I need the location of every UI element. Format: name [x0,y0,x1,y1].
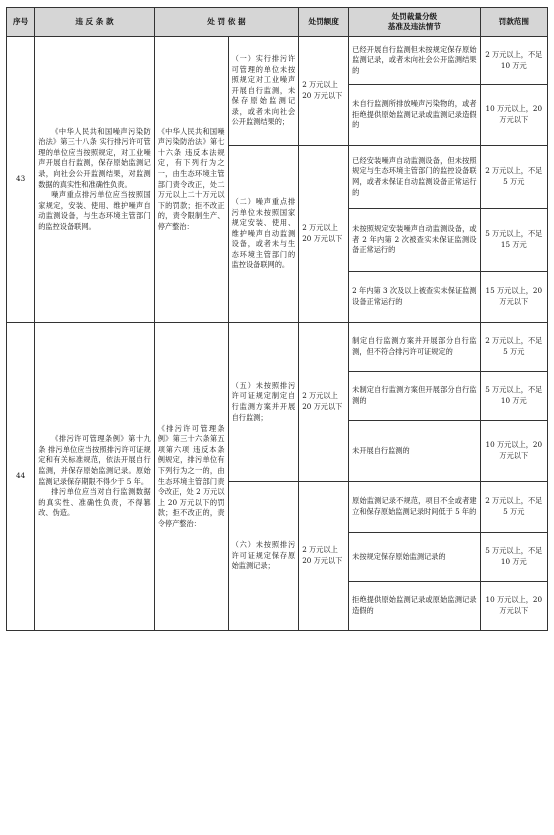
header-basis: 处 罚 依 据 [154,8,298,37]
range-cell: 5 万元以上，不足 10 万元 [480,372,547,421]
situation-cell: 未按规定保存原始监测记录的 [349,533,480,582]
table-row [7,323,548,372]
condition-cell: （一）实行排污许可管理的单位未按照规定对工业噪声开展自行监测，未保存原始监测记录，或者未向社会公开监测结果的； [228,37,299,146]
situation-cell: 制定自行监测方案并开展部分自行监测，但不符合排污许可证规定的 [349,323,480,372]
situation-cell: 已经安装噪声自动监测设备，但未按照规定与生态环境主管部门的监控设备联网，或者未保证自动监测设备正常运行的 [349,146,480,209]
header-grade: 处罚裁量分级 基准及违法情节 [349,8,480,37]
header-range: 罚款范围 [480,8,547,37]
condition-cell: （五）未按照排污许可证规定制定自行监测方案并开展自行监测； [228,323,299,482]
header-seq: 序号 [7,8,35,37]
header-row [7,8,548,37]
situation-cell: 未制定自行监测方案但开展部分自行监测的 [349,372,480,421]
situation-cell: 已经开展自行监测但未按规定保存原始监测记录，或者未向社会公开监测结果的 [349,37,480,85]
range-cell: 2 万元以上，不足 5 万元 [480,323,547,372]
situation-cell: 2 年内第 3 次及以上被查实未保证监测设备正常运行的 [349,272,480,323]
range-cell: 2 万元以上，不足 10 万元 [480,37,547,85]
range-cell: 2 万元以上，不足 5 万元 [480,146,547,209]
clause-paragraph: 《排污许可管理条例》第十九条 排污单位应当按照排污许可证规定和有关标准规范，依法开展自行监测，并保存原始监测记录。原始监测记录保存期限不得少于 5 年。 [38,434,151,486]
basis-cell: 《排污许可管理条例》第三十六条第五项第六项 违反本条例规定，排污单位有下列行为之一的，由生态环境主管部门责令改正，处 2 万元以上 20 万元以下的罚款；拒不改正的，责令停产整治： [154,323,228,631]
clause-paragraph: 《中华人民共和国噪声污染防治法》第三十八条 实行排污许可管理的单位应当按照规定，对工业噪声开展自行监测，保存原始监测记录，向社会公开监测结果，对监测数据的真实性和准确性负责。 [38,126,151,189]
table-row [7,37,548,85]
basis-cell: 《中华人民共和国噪声污染防治法》第七十六条 违反本法规定，有下列行为之一，由生态环境主管部门责令改正，处二万元以上二十万元以下的罚款；拒不改正的，责令限制生产、停产整治： [154,37,228,323]
situation-cell: 未自行监测所排放噪声污染物的，或者拒绝提供原始监测记录或监测记录造假的 [349,85,480,146]
situation-cell: 未按照规定安装噪声自动监测设备，或者 2 年内第 2 次被查实未保证监测设备正常运行的 [349,209,480,272]
clause-cell [35,323,154,631]
range-cell: 5 万元以上，不足 10 万元 [480,533,547,582]
range-cell: 10 万元以上，20 万元以下 [480,421,547,482]
situation-cell: 拒绝提供原始监测记录或原始监测记录造假的 [349,582,480,631]
clause-paragraph: 噪声重点排污单位应当按照国家规定，安装、使用、维护噪声自动监测设备，与生态环境主管部门的监控设备联网。 [38,190,151,231]
condition-cell: （六）未按照排污许可证规定保存原始监测记录； [228,482,299,631]
range-cell: 10 万元以上，20 万元以下 [480,582,547,631]
clause-cell [35,37,154,323]
situation-cell: 原始监测记录不规范，项目不全或者建立和保存原始监测记录时间低于 5 年的 [349,482,480,533]
header-clause: 违 反 条 款 [35,8,154,37]
amount-cell: 2 万元以上 20 万元以下 [299,323,349,482]
range-cell: 5 万元以上，不足 15 万元 [480,209,547,272]
range-cell: 2 万元以上，不足 5 万元 [480,482,547,533]
header-amount: 处罚额度 [299,8,349,37]
amount-cell: 2 万元以上 20 万元以下 [299,146,349,323]
seq-cell: 43 [7,37,35,323]
seq-cell: 44 [7,323,35,631]
penalty-table [6,7,548,631]
range-cell: 10 万元以上，20 万元以下 [480,85,547,146]
amount-cell: 2 万元以上 20 万元以下 [299,37,349,146]
range-cell: 15 万元以上，20 万元以下 [480,272,547,323]
amount-cell: 2 万元以上 20 万元以下 [299,482,349,631]
clause-paragraph: 排污单位应当对自行监测数据的真实性、准确性负责，不得篡改、伪造。 [38,487,151,518]
situation-cell: 未开展自行监测的 [349,421,480,482]
condition-cell: （二）噪声重点排污单位未按照国家规定安装、使用、维护噪声自动监测设备，或者未与生态环境主管部门的监控设备联网的。 [228,146,299,323]
